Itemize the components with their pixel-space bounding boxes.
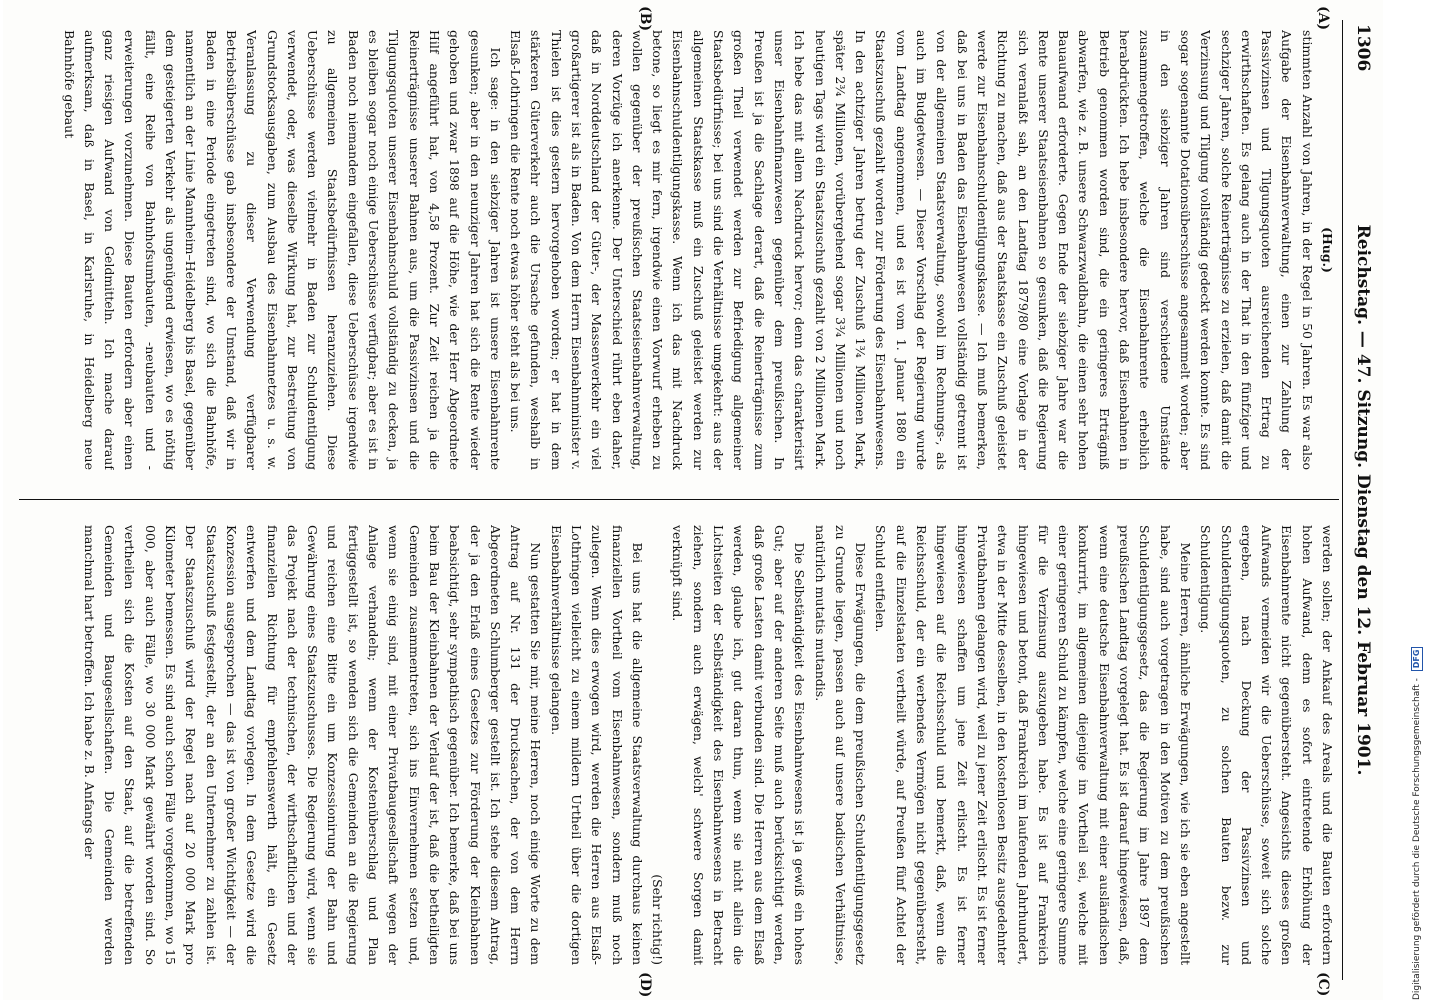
page-title: Reichstag. — 47. Sitzung. Dienstag den 12. Februar 1901. (1353, 224, 1373, 776)
footer-text: Digitalisierung gefördert durch die Deutsche Forschungsgemeinschaft - (1412, 678, 1422, 1000)
digitization-footer (1410, 0, 1424, 1000)
margin-marker-d: (D) (637, 972, 653, 998)
page-header (1342, 20, 1377, 980)
paragraph: Die Selbständigkeit des Eisenbahnwesens ist ja gewiß ein hohes Gut; aber auf der anderen Seite muß auch berücksichtigt werden, daß große Lasten damit verbunden sind. Die Herren aus dem Elsaß werden, glaube ich, gut daran thun, wenn sie nicht allein die Lichtseiten der Selbständigkeit des Eisenbahnwesens in Betracht ziehen, sondern auch erwägen, welch' schwere Sorgen damit verknüpft sind. (670, 525, 808, 965)
left-text-column (27, 30, 1337, 470)
paragraph: stimmten Anzahl von Jahren, in der Regel in 50 Jahren. Es war also Aufgabe der Eisenbahnverwaltung, einen zur Zahlung der Passivzinsen und Tilgungsquoten ausreichenden Ertrag zu erwirthschaften. Es gelang auch in der That in den fünfziger und sechziger Jahren, solche Reinerträgnisse zu erzielen, daß damit die Verzinsung und Tilgung vollständig gedeckt werden konnte. Es sind sogar sogenannte Dotationsüberschüsse angesammelt worden; aber in den siebziger Jahren sind verschiedene Umstände zusammengetroffen, welche die Eisenbahnrente erheblich herabdrückten. Ich hebe insbesondere hervor, daß Eisenbahnen in Betrieb genommen worden sind, die ein geringeres Erträgniß abwarfen, wie z. B. unsere Schwarzwaldbahn, die einen sehr hohen Bauaufwand erforderte. Gegen Ende der siebziger Jahre war die Rente unserer Staatseisenbahnen so gesunken, daß die Regierung sich veranlaßt sah, an den Landtag 1879/80 eine Vorlage in der Richtung zu machen, daß aus der Staatskasse ein Zuschuß geleistet werde zur Eisenbahnschuldentilgungskasse. — Ich muß bemerken, daß bei uns in Baden das Eisenbahnwesen vollständig getrennt ist von der allgemeinen Staatsverwaltung, sowohl im Rechnungs-, als auch im Budgetwesen. — Dieser Vorschlag der Regierung wurde vom Landtag angenommen, und es ist vom 1. Januar 1880 ein Staatszuschuß gezahlt worden zur Förderung des Eisenbahnwesens. In den achtziger Jahren betrug der Zuschuß 1¾ Millionen Mark, später 2¾ Millionen, vorübergehend sogar 3¾ Millionen und noch heutigen Tags wird ein Staatszuschuß gezahlt von 2 Millionen Mark. Ich hebe das mit allem Nachdruck hervor; denn das charakterisirt unser Eisenbahnfinanzwesen gegenüber dem preußischen. In Preußen ist ja die Sachlage derart, daß die Reinerträgnisse zum großen Theil verwendet werden zur Befriedigung allgemeiner Staatsbedürfnisse; bei uns sind die Verhältnisse umgekehrt: aus der allgemeinen Staatskasse muß ein Zuschuß geleistet werden zur Eisenbahnschuldentilgungskasse. Wenn ich das mit Nachdruck betone, so liegt es mir fern, irgendwie einen Vorwurf erheben zu wollen gegenüber der preußischen Staatseisenbahnverwaltung, deren Vorzüge ich anerkenne. Der Unterschied rührt eben daher, daß in Norddeutschland der Güter-, der Massenverkehr ein viel großartigerer ist als in Baden. Von dem Herrn Eisenbahnminister v. Thielen ist dies gestern hervorgehoben worden; er hat in dem stärkeren Güterverkehr auch die Ursache gefunden, weshalb in Elsaß-Lothringen die Rente noch etwas höher steht als bei uns. (508, 30, 1315, 470)
column-divider (19, 499, 1339, 500)
margin-marker-c: (C) (1315, 972, 1331, 997)
paragraph: Ich sage: in den siebziger Jahren ist unsere Eisenbahnrente gesunken; aber in den neunziger Jahren hat sich die Rente wieder gehoben und zwar 1898 auf die Höhe, wie der Herr Abgeordnete Hilf angeführt hat, von 4,58 Prozent. Zur Zeit reichen ja die Reinerträgnisse unserer Bahnen aus, um die Passivzinsen und die Tilgungsquoten unserer Eisenbahnschuld vollständig zu decken, ja es bleiben sogar noch einige Ueberschüsse verfügbar; aber es ist in Baden noch niemandem eingefallen, diese Ueberschüsse irgendwie zu allgemeinen Staatsbedürfnissen heranzuziehen. Diese Ueberschüsse werden vielmehr in Baden zur Schuldentilgung verwendet, oder, was dieselbe Wirkung hat, zur Bestreitung von Grundstocksausgaben, zum Ausbau des Eisenbahnnetzes u. s. w. Veranlassung zu dieser Verwendung verfügbarer Betriebsüberschüsse gab insbesondere der Umstand, daß wir in Baden in eine Periode eingetreten sind, wo sich die Bahnhöfe, namentlich an der Linie Mannheim–Heidelberg bis Basel, gegenüber dem gesteigerten Verkehr als ungenügend erwiesen, wo es nöthig fällt, eine Reihe von Bahnhofsumbauten, -neubauten und -erweiterungen vorzunehmen. Diese Bauten erfordern aber einen ganz riesigen Aufwand von Geldmitteln. Ich mache darauf aufmerksam, daß in Basel, in Karlsruhe, in Heidelberg neue Bahnhöfe gebaut (61, 30, 503, 470)
margin-marker-a: (A) (1315, 6, 1331, 31)
page-number: 1306 (1353, 24, 1373, 72)
paragraph: werden sollen; der Ankauf des Areals und die Bauten erfordern hohen Aufwand, denn es sofort eintretende Erhöhung der Eisenbahnrente nicht gegenübersteht. Angesichts dieses großen Aufwands vermeiden wir die Ueberschüsse, soweit sich solche ergeben, nach Deckung der Passivzinsen und Schuldentilgungsquoten, zu solchen Bauten bezw. zur Schuldentilgung. (1198, 525, 1335, 965)
paragraph: Bei uns hat die allgemeine Staatsverwaltung durchaus keinen finanziellen Vortheil vom Eisenbahnwesen, sondern muß noch zulegen. Wenn dies erwogen wird, werden die Herren aus Elsaß-Lothringen vielleicht zu einem mildern Urtheil über die dortigen Eisenbahnverhältnisse gelangen. (548, 525, 645, 965)
scanned-page (3, 0, 1383, 1000)
dfg-logo: DFG (1411, 647, 1423, 672)
right-text-column (27, 525, 1337, 965)
paragraph: Meine Herren, ähnliche Erwägungen, wie ich sie eben angestellt habe, sind auch vorgetragen in den Motiven zu dem preußischen Schuldentilgungsgesetz, das die Regierung im Jahre 1897 dem preußischen Landtag vorgelegt hat. Es ist darauf hingewiesen, daß, wenn eine deutsche Eisenbahnverwaltung mit einer ausländischen konkurrirt, im allgemeinen diejenige im Vortheil sei, welche mit einer geringeren Schuld zu kämpfen, welche eine geringere Summe für die Verzinsung auszugeben habe. Es ist auf Frankreich hingewiesen und betont, daß Frankreich im laufenden Jahrhundert, etwa in der Mitte desselben, in den kostenlosen Besitz ausgedehnter Privatbahnen gelangen wird, weil zu jener Zeit erlischt. Es ist ferner hingewiesen schaffen um jene Zeit erlischt. Es ist ferner hingewiesen auf die Reichsschuld und bemerkt, daß, wenn die Reichsschuld, der ein werbendes Vermögen nicht gegenübersteht, auf die Einzelstaaten vertheilt würde, auf Preußen fünf Achtel der Schuld entfielen. (873, 525, 1193, 965)
paragraph: Diese Erwägungen, die dem preußischen Schuldentilgungsgesetz zu Grunde liegen, passen auch auf unsere badischen Verhältnisse, natürlich mutatis mutandis. (812, 525, 869, 965)
paragraph: Nun gestatten Sie mir, meine Herren, noch einige Worte zu dem Antrag auf Nr. 131 der Drucksachen, der von dem Herrn Abgeordneten Schlumberger gestellt ist. Ich stehe diesem Antrag, der ja den Erlaß eines Gesetzes zur Förderung der Kleinbahnen beabsichtigt, sehr sympathisch gegenüber. Ich bemerke, daß bei uns beim Bau der Kleinbahnen der Verlauf der ist, daß die betheiligten Gemeinden zusammentreten, sich ins Einvernehmen setzen und, wenn sie einig sind, mit einer Privatbaugesellschaft wegen der Anlage verhandeln; wenn der Kostenüberschlag und Plan fertiggestellt ist, so wenden sich die Gemeinden an die Regierung und reichen eine Bitte ein um Konzessionirung der Bahn und Gewährung eines Staatszuschusses. Die Regierung wird, wenn sie das Projekt nach der technischen, der wirthschaftlichen und der finanziellen Richtung für empfehlenswerth hält, ein Gesetz entwerfen und dem Landtag vorlegen. In dem Gesetze wird die Konzession ausgesprochen — das ist von großer Wichtigkeit — der Staatszuschuß festgestellt, der an den Unternehmer zu zahlen ist. Der Staatszuschuß wird der Regel nach auf 20 000 Mark pro Kilometer bemessen. Es sind auch schon Fälle vorgekommen, wo 15 000, aber auch Fälle, wo 30 000 Mark gewährt worden sind. So vertheilen sich die Kosten auf den Staat, auf die betreffenden Gemeinden und Baugesellschaften. Die Gemeinden werden manchmal hart betroffen. Ich habe z. B. Anfangs der (81, 525, 544, 965)
interjection: (Sehr richtig!) (650, 874, 666, 965)
speaker-label: (Hug.) (1320, 227, 1335, 273)
margin-marker-b: (B) (637, 6, 653, 32)
